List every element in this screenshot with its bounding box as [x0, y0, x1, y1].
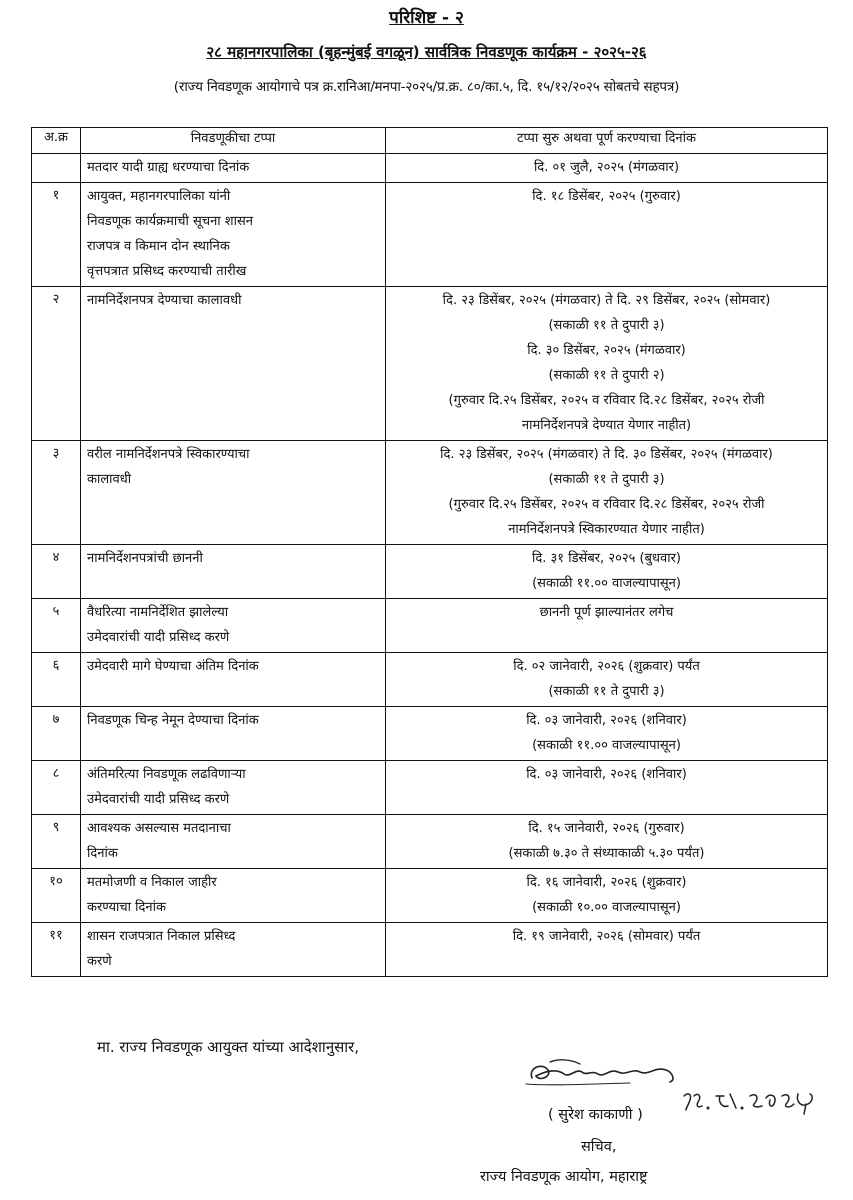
row-stage: [81, 183, 386, 287]
date-line: (सकाळी ७.३० ते संध्याकाळी ५.३० पर्यंत): [508, 846, 705, 861]
row-date: [386, 761, 828, 815]
date-line: दि. ३१ डिसेंबर, २०२५ (बुधवार): [532, 551, 681, 566]
row-serial-no: ५: [32, 599, 81, 653]
row-date: [386, 545, 828, 599]
stage-line: निवडणूक चिन्ह नेमून देण्याचा दिनांक: [87, 713, 259, 728]
stage-line: वृत्तपत्रात प्रसिध्द करण्याची तारीख: [87, 264, 247, 279]
date-line: दि. १६ जानेवारी, २०२६ (शुक्रवार): [526, 875, 687, 890]
row-serial-no: ११: [32, 923, 81, 977]
row-serial-no: ४: [32, 545, 81, 599]
row-serial-no: [32, 154, 81, 183]
stage-line: उमेदवारांची यादी प्रसिध्द करणे: [87, 792, 230, 807]
date-line: (सकाळी ११ ते दुपारी ३): [548, 472, 665, 487]
row-serial-no: ६: [32, 653, 81, 707]
table-row: [32, 815, 828, 869]
header-serial-no: अ.क्र: [32, 128, 81, 154]
table-row: [32, 653, 828, 707]
row-stage: [81, 869, 386, 923]
document-subheading: (राज्य निवडणूक आयोगाचे पत्र क्र.रानिआ/मनपा-२०२५/प्र.क्र. ८०/का.५, दि. १५/१२/२०२५ सोबतचे सहपत्र): [173, 79, 680, 95]
stage-line: करणे: [87, 954, 112, 969]
row-date: [386, 287, 828, 441]
row-stage: [81, 441, 386, 545]
row-stage: [81, 923, 386, 977]
signer-name: ( सुरेश काकाणी ): [548, 1107, 643, 1123]
table-row: [32, 869, 828, 923]
date-line: (सकाळी १०.०० वाजल्यापासून): [532, 900, 681, 915]
date-line: दि. १८ डिसेंबर, २०२५ (गुरुवार): [532, 189, 681, 204]
row-stage: [81, 287, 386, 441]
row-serial-no: १: [32, 183, 81, 287]
row-serial-no: ३: [32, 441, 81, 545]
table-row: [32, 287, 828, 441]
stage-line: उमेदवारांची यादी प्रसिध्द करणे: [87, 630, 230, 645]
row-date: [386, 154, 828, 183]
date-line: दि. १५ जानेवारी, २०२६ (गुरुवार): [528, 821, 685, 836]
stage-line: वरील नामनिर्देशनपत्रे स्विकारण्याचा: [87, 447, 250, 462]
date-line: नामनिर्देशनपत्रे स्विकारण्यात येणार नाहीत): [508, 522, 705, 537]
row-serial-no: ७: [32, 707, 81, 761]
stage-line: उमेदवारी मागे घेण्याचा अंतिम दिनांक: [87, 659, 259, 674]
date-line: (सकाळी ११ ते दुपारी ३): [548, 318, 665, 333]
table-row: [32, 923, 828, 977]
row-stage: [81, 599, 386, 653]
stage-line: करण्याचा दिनांक: [87, 900, 166, 915]
schedule-table: [31, 127, 828, 977]
stage-line: आयुक्त, महानगरपालिका यांनी: [87, 189, 231, 204]
date-line: दि. २३ डिसेंबर, २०२५ (मंगळवार) ते दि. २९ डिसेंबर, २०२५ (सोमवार): [442, 293, 771, 308]
stage-line: मतमोजणी व निकाल जाहीर: [87, 875, 217, 890]
date-line: दि. १९ जानेवारी, २०२६ (सोमवार) पर्यंत: [512, 929, 701, 944]
table-row: [32, 154, 828, 183]
date-line: (सकाळी ११ ते दुपारी ३): [548, 684, 665, 699]
row-date: [386, 707, 828, 761]
order-text: मा. राज्य निवडणूक आयुक्त यांच्या आदेशानुसार,: [97, 1038, 360, 1056]
row-serial-no: १०: [32, 869, 81, 923]
row-stage: [81, 815, 386, 869]
date-line: दि. ०३ जानेवारी, २०२६ (शनिवार): [526, 713, 687, 728]
table-row: [32, 441, 828, 545]
row-stage: [81, 154, 386, 183]
row-serial-no: ९: [32, 815, 81, 869]
table-row: [32, 761, 828, 815]
date-line: छाननी पूर्ण झाल्यानंतर लगेच: [539, 605, 674, 620]
row-date: [386, 653, 828, 707]
stage-line: दिनांक: [87, 846, 118, 861]
date-line: दि. ०३ जानेवारी, २०२६ (शनिवार): [526, 767, 687, 782]
table-row: [32, 183, 828, 287]
row-date: [386, 869, 828, 923]
row-date: [386, 815, 828, 869]
table-row: [32, 545, 828, 599]
table-row: [32, 707, 828, 761]
stage-line: शासन राजपत्रात निकाल प्रसिध्द: [87, 929, 236, 944]
stage-line: नामनिर्देशनपत्र देण्याचा कालावधी: [87, 293, 242, 308]
stage-line: आवश्यक असल्यास मतदानाचा: [87, 821, 231, 836]
schedule-body: [32, 154, 828, 977]
row-stage: [81, 761, 386, 815]
date-line: (सकाळी ११ ते दुपारी २): [548, 368, 665, 383]
date-line: नामनिर्देशनपत्रे देण्यात येणार नाहीत): [521, 418, 692, 433]
row-date: [386, 923, 828, 977]
handwritten-signature: [520, 1050, 690, 1090]
date-line: दि. २३ डिसेंबर, २०२५ (मंगळवार) ते दि. ३० डिसेंबर, २०२५ (मंगळवार): [440, 447, 773, 462]
row-serial-no: २: [32, 287, 81, 441]
signer-designation: सचिव,: [581, 1139, 617, 1155]
date-line: (सकाळी ११.०० वाजल्यापासून): [532, 576, 681, 591]
date-line: (सकाळी ११.०० वाजल्यापासून): [532, 738, 681, 753]
row-stage: [81, 707, 386, 761]
stage-line: कालावधी: [87, 472, 132, 487]
stage-line: राजपत्र व किमान दोन स्थानिक: [87, 239, 230, 254]
row-stage: [81, 653, 386, 707]
row-date: [386, 183, 828, 287]
date-line: (गुरुवार दि.२५ डिसेंबर, २०२५ व रविवार दि.२८ डिसेंबर, २०२५ रोजी: [448, 497, 765, 512]
document-title: परिशिष्ट - २: [389, 8, 464, 28]
document-heading: २८ महानगरपालिका (बृहन्मुंबई वगळून) सार्वत्रिक निवडणूक कार्यक्रम - २०२५-२६: [206, 43, 647, 61]
row-stage: [81, 545, 386, 599]
stage-line: अंतिमरित्या निवडणूक लढविणाऱ्या: [87, 767, 246, 782]
date-line: (गुरुवार दि.२५ डिसेंबर, २०२५ व रविवार दि.२८ डिसेंबर, २०२५ रोजी: [448, 393, 765, 408]
header-stage: निवडणूकीचा टप्पा: [81, 128, 386, 154]
header-date: टप्पा सुरु अथवा पूर्ण करण्याचा दिनांक: [386, 128, 828, 154]
date-line: दि. ०१ जुलै, २०२५ (मंगळवार): [533, 160, 680, 175]
date-line: दि. ३० डिसेंबर, २०२५ (मंगळवार): [527, 343, 686, 358]
row-date: [386, 441, 828, 545]
row-date: [386, 599, 828, 653]
stage-line: निवडणूक कार्यक्रमाची सूचना शासन: [87, 214, 254, 229]
stage-line: मतदार यादी ग्राह्य धरण्याचा दिनांक: [87, 160, 250, 175]
date-line: दि. ०२ जानेवारी, २०२६ (शुक्रवार) पर्यंत: [513, 659, 700, 674]
stage-line: नामनिर्देशनपत्रांची छाननी: [87, 551, 203, 566]
issuing-office: राज्य निवडणूक आयोग, महाराष्ट्र: [480, 1169, 648, 1185]
handwritten-signature-date: [678, 1086, 828, 1116]
stage-line: वैधरित्या नामनिर्देशित झालेल्या: [87, 605, 229, 620]
row-serial-no: ८: [32, 761, 81, 815]
table-header-row: [32, 128, 828, 154]
table-row: [32, 599, 828, 653]
